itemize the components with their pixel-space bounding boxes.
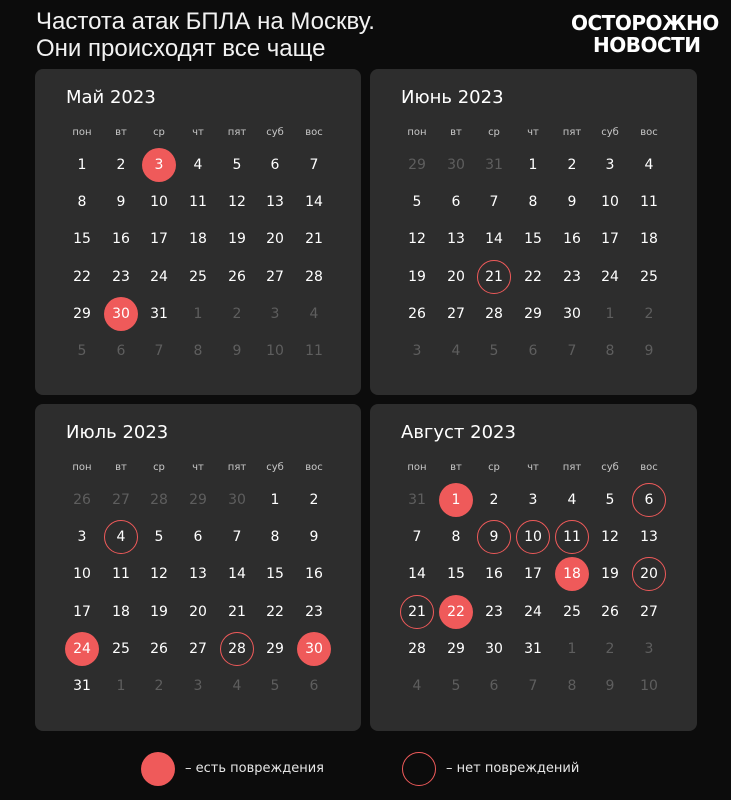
weekday-label: вт	[450, 127, 462, 138]
other-month-day: 26	[73, 492, 91, 508]
day-august-23: 23	[485, 604, 503, 620]
day-may-24: 24	[150, 269, 168, 285]
day-may-1: 1	[77, 157, 87, 173]
day-june-29: 29	[524, 306, 542, 322]
day-june-1: 1	[528, 157, 538, 173]
weekday-label: ср	[488, 462, 500, 473]
day-august-12: 12	[601, 529, 619, 545]
other-month-day: 7	[567, 343, 577, 359]
day-august-6: 6	[632, 483, 666, 517]
page-title-line-2: Они происходят все чаще	[36, 35, 326, 62]
other-month-day: 4	[412, 678, 422, 694]
day-july-16: 16	[305, 566, 323, 582]
weekday-label: пон	[72, 127, 92, 138]
other-month-day: 2	[232, 306, 242, 322]
day-may-3: 3	[142, 148, 176, 182]
day-july-29: 29	[266, 641, 284, 657]
day-may-26: 26	[228, 269, 246, 285]
day-july-9: 9	[309, 529, 319, 545]
day-june-17: 17	[601, 231, 619, 247]
day-may-15: 15	[73, 231, 91, 247]
day-may-12: 12	[228, 194, 246, 210]
weekday-label: чт	[527, 462, 539, 473]
day-may-19: 19	[228, 231, 246, 247]
day-august-30: 30	[485, 641, 503, 657]
day-june-10: 10	[601, 194, 619, 210]
day-may-4: 4	[193, 157, 203, 173]
day-july-6: 6	[193, 529, 203, 545]
day-may-30: 30	[104, 297, 138, 331]
day-may-27: 27	[266, 269, 284, 285]
day-june-2: 2	[567, 157, 577, 173]
day-may-14: 14	[305, 194, 323, 210]
day-august-31: 31	[524, 641, 542, 657]
day-may-25: 25	[189, 269, 207, 285]
other-month-day: 5	[270, 678, 280, 694]
day-august-16: 16	[485, 566, 503, 582]
calendar-august-2023	[370, 404, 697, 731]
other-month-day: 9	[605, 678, 615, 694]
day-july-13: 13	[189, 566, 207, 582]
day-july-30: 30	[297, 632, 331, 666]
other-month-day: 7	[154, 343, 164, 359]
weekday-label: вос	[640, 462, 658, 473]
day-august-17: 17	[524, 566, 542, 582]
day-may-2: 2	[116, 157, 126, 173]
weekday-label: пят	[562, 127, 582, 138]
other-month-day: 27	[112, 492, 130, 508]
day-july-23: 23	[305, 604, 323, 620]
weekday-label: суб	[266, 462, 284, 473]
other-month-day: 8	[193, 343, 203, 359]
day-june-20: 20	[447, 269, 465, 285]
day-july-11: 11	[112, 566, 130, 582]
day-july-8: 8	[270, 529, 280, 545]
other-month-day: 2	[644, 306, 654, 322]
legend-no-damage-dot	[402, 752, 436, 786]
day-july-22: 22	[266, 604, 284, 620]
other-month-day: 1	[116, 678, 126, 694]
day-august-9: 9	[477, 520, 511, 554]
day-may-20: 20	[266, 231, 284, 247]
weekday-label: суб	[601, 127, 619, 138]
day-august-10: 10	[516, 520, 550, 554]
day-june-25: 25	[640, 269, 658, 285]
other-month-day: 9	[644, 343, 654, 359]
day-july-26: 26	[150, 641, 168, 657]
weekday-label: пон	[407, 462, 427, 473]
day-june-13: 13	[447, 231, 465, 247]
day-may-16: 16	[112, 231, 130, 247]
day-august-24: 24	[524, 604, 542, 620]
day-june-21: 21	[477, 260, 511, 294]
day-july-2: 2	[309, 492, 319, 508]
day-june-12: 12	[408, 231, 426, 247]
day-may-9: 9	[116, 194, 126, 210]
day-july-31: 31	[73, 678, 91, 694]
other-month-day: 6	[489, 678, 499, 694]
day-may-18: 18	[189, 231, 207, 247]
day-july-27: 27	[189, 641, 207, 657]
day-july-7: 7	[232, 529, 242, 545]
day-august-4: 4	[567, 492, 577, 508]
legend-no-damage-label: – нет повреждений	[446, 761, 580, 776]
day-may-7: 7	[309, 157, 319, 173]
other-month-day: 7	[528, 678, 538, 694]
other-month-day: 31	[485, 157, 503, 173]
day-june-11: 11	[640, 194, 658, 210]
other-month-day: 10	[266, 343, 284, 359]
day-july-28: 28	[220, 632, 254, 666]
day-july-10: 10	[73, 566, 91, 582]
day-july-5: 5	[154, 529, 164, 545]
day-august-21: 21	[400, 595, 434, 629]
other-month-day: 28	[150, 492, 168, 508]
day-june-18: 18	[640, 231, 658, 247]
day-august-20: 20	[632, 557, 666, 591]
day-august-15: 15	[447, 566, 465, 582]
other-month-day: 29	[189, 492, 207, 508]
day-june-30: 30	[563, 306, 581, 322]
other-month-day: 3	[644, 641, 654, 657]
weekday-label: вт	[115, 127, 127, 138]
logo-line-2: НОВОСТИ	[593, 33, 701, 57]
day-june-24: 24	[601, 269, 619, 285]
weekday-label: вос	[640, 127, 658, 138]
weekday-label: пят	[562, 462, 582, 473]
day-july-25: 25	[112, 641, 130, 657]
day-june-14: 14	[485, 231, 503, 247]
other-month-day: 2	[154, 678, 164, 694]
other-month-day: 5	[77, 343, 87, 359]
day-july-3: 3	[77, 529, 87, 545]
other-month-day: 4	[309, 306, 319, 322]
day-august-7: 7	[412, 529, 422, 545]
other-month-day: 6	[309, 678, 319, 694]
weekday-label: суб	[601, 462, 619, 473]
weekday-label: чт	[192, 127, 204, 138]
day-june-22: 22	[524, 269, 542, 285]
weekday-label: ср	[488, 127, 500, 138]
other-month-day: 6	[116, 343, 126, 359]
day-june-27: 27	[447, 306, 465, 322]
day-august-8: 8	[451, 529, 461, 545]
legend-damage-dot	[141, 752, 175, 786]
calendar-june-2023	[370, 69, 697, 395]
weekday-label: ср	[153, 462, 165, 473]
day-august-22: 22	[439, 595, 473, 629]
other-month-day: 2	[605, 641, 615, 657]
other-month-day: 8	[605, 343, 615, 359]
day-august-28: 28	[408, 641, 426, 657]
other-month-day: 3	[270, 306, 280, 322]
other-month-day: 11	[305, 343, 323, 359]
other-month-day: 3	[412, 343, 422, 359]
day-may-29: 29	[73, 306, 91, 322]
day-august-25: 25	[563, 604, 581, 620]
brand-logo	[571, 11, 719, 57]
day-may-10: 10	[150, 194, 168, 210]
weekday-label: чт	[527, 127, 539, 138]
day-may-21: 21	[305, 231, 323, 247]
other-month-day: 4	[232, 678, 242, 694]
weekday-label: суб	[266, 127, 284, 138]
day-june-28: 28	[485, 306, 503, 322]
other-month-day: 30	[447, 157, 465, 173]
day-june-3: 3	[605, 157, 615, 173]
legend-damage-label: – есть повреждения	[185, 761, 324, 776]
day-june-19: 19	[408, 269, 426, 285]
other-month-day: 4	[451, 343, 461, 359]
day-august-27: 27	[640, 604, 658, 620]
day-may-17: 17	[150, 231, 168, 247]
month-title: Июль 2023	[66, 422, 169, 443]
day-june-16: 16	[563, 231, 581, 247]
other-month-day: 5	[451, 678, 461, 694]
weekday-label: вт	[115, 462, 127, 473]
day-august-1: 1	[439, 483, 473, 517]
weekday-label: вос	[305, 127, 323, 138]
day-june-5: 5	[412, 194, 422, 210]
other-month-day: 30	[228, 492, 246, 508]
logo-line-1: ОСТОРОЖНО	[571, 11, 719, 35]
other-month-day: 1	[567, 641, 577, 657]
other-month-day: 5	[489, 343, 499, 359]
day-august-29: 29	[447, 641, 465, 657]
day-may-13: 13	[266, 194, 284, 210]
weekday-label: пон	[407, 127, 427, 138]
day-august-18: 18	[555, 557, 589, 591]
month-title: Август 2023	[401, 422, 516, 443]
other-month-day: 31	[408, 492, 426, 508]
weekday-label: вт	[450, 462, 462, 473]
day-june-26: 26	[408, 306, 426, 322]
day-august-14: 14	[408, 566, 426, 582]
day-may-8: 8	[77, 194, 87, 210]
day-may-11: 11	[189, 194, 207, 210]
day-july-20: 20	[189, 604, 207, 620]
other-month-day: 29	[408, 157, 426, 173]
page-title	[36, 8, 375, 62]
day-may-22: 22	[73, 269, 91, 285]
day-june-4: 4	[644, 157, 654, 173]
day-august-11: 11	[555, 520, 589, 554]
page-title-line-1: Частота атак БПЛА на Москву.	[36, 8, 375, 35]
day-july-17: 17	[73, 604, 91, 620]
other-month-day: 10	[640, 678, 658, 694]
day-may-6: 6	[270, 157, 280, 173]
other-month-day: 6	[528, 343, 538, 359]
day-july-14: 14	[228, 566, 246, 582]
day-june-8: 8	[528, 194, 538, 210]
day-june-6: 6	[451, 194, 461, 210]
month-title: Май 2023	[66, 87, 156, 108]
other-month-day: 1	[605, 306, 615, 322]
day-june-15: 15	[524, 231, 542, 247]
calendar-july-2023	[35, 404, 361, 731]
day-august-26: 26	[601, 604, 619, 620]
weekday-label: вос	[305, 462, 323, 473]
calendar-may-2023	[35, 69, 361, 395]
day-july-12: 12	[150, 566, 168, 582]
day-july-24: 24	[65, 632, 99, 666]
day-july-18: 18	[112, 604, 130, 620]
weekday-label: ср	[153, 127, 165, 138]
other-month-day: 1	[193, 306, 203, 322]
day-july-1: 1	[270, 492, 280, 508]
day-august-5: 5	[605, 492, 615, 508]
other-month-day: 8	[567, 678, 577, 694]
weekday-label: чт	[192, 462, 204, 473]
day-august-2: 2	[489, 492, 499, 508]
day-may-31: 31	[150, 306, 168, 322]
day-june-7: 7	[489, 194, 499, 210]
day-may-23: 23	[112, 269, 130, 285]
day-august-3: 3	[528, 492, 538, 508]
day-july-15: 15	[266, 566, 284, 582]
day-june-9: 9	[567, 194, 577, 210]
day-july-19: 19	[150, 604, 168, 620]
day-may-5: 5	[232, 157, 242, 173]
other-month-day: 3	[193, 678, 203, 694]
day-august-13: 13	[640, 529, 658, 545]
day-august-19: 19	[601, 566, 619, 582]
day-july-4: 4	[104, 520, 138, 554]
day-june-23: 23	[563, 269, 581, 285]
weekday-label: пят	[227, 462, 247, 473]
day-july-21: 21	[228, 604, 246, 620]
weekday-label: пят	[227, 127, 247, 138]
weekday-label: пон	[72, 462, 92, 473]
other-month-day: 9	[232, 343, 242, 359]
day-may-28: 28	[305, 269, 323, 285]
month-title: Июнь 2023	[401, 87, 504, 108]
